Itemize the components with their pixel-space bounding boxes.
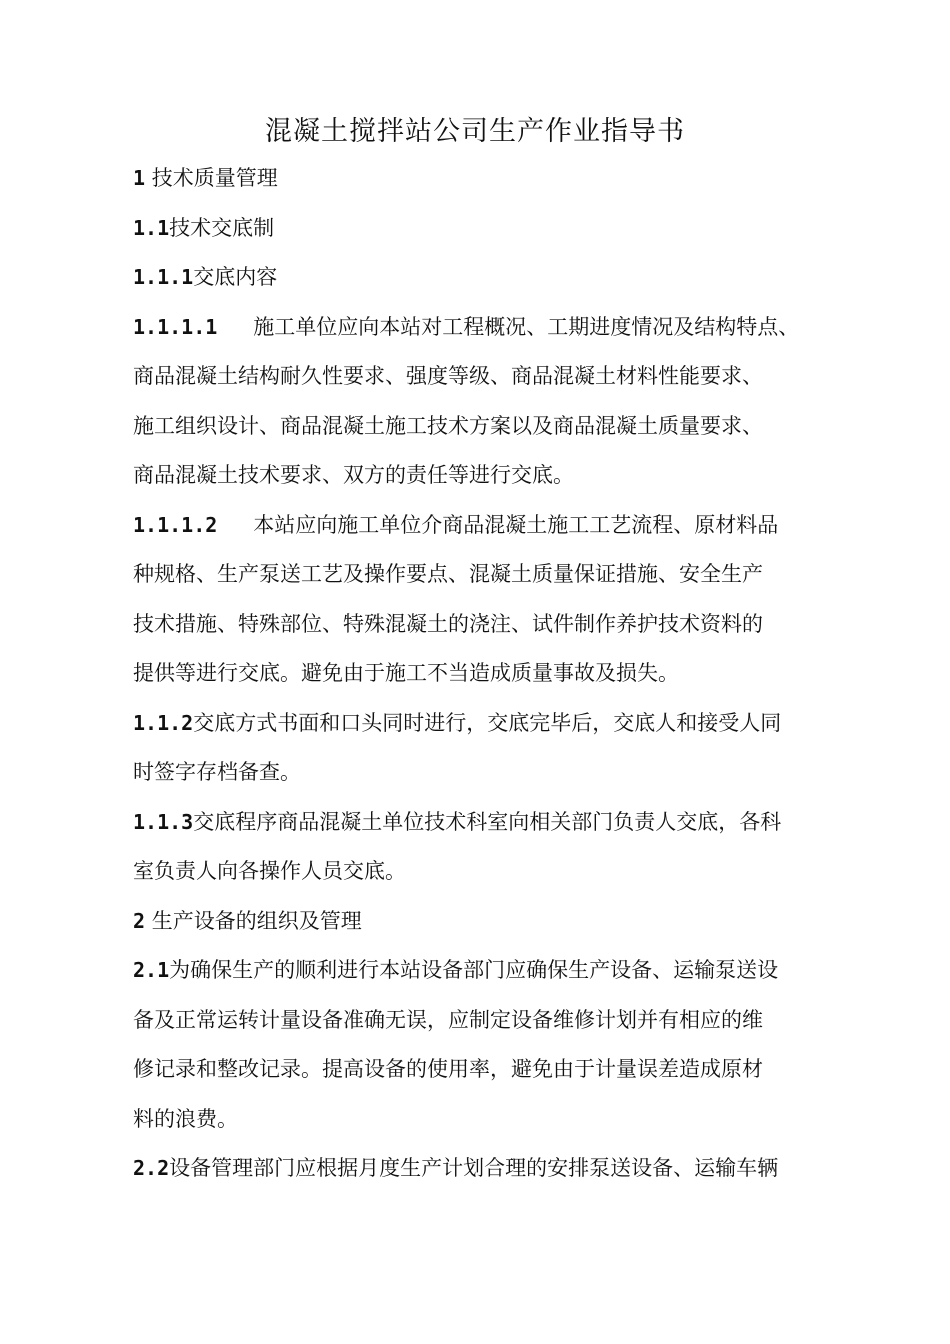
line-text: 施工组织设计、商品混凝土施工技术方案以及商品混凝土质量要求、 bbox=[133, 413, 763, 438]
line-text: 生产设备的组织及管理 bbox=[145, 908, 362, 933]
line-text: 种规格、生产泵送工艺及操作要点、混凝土质量保证措施、安全生产 bbox=[133, 562, 763, 586]
section-number: 1.1 bbox=[133, 215, 170, 240]
line-text: 修记录和整改记录。提高设备的使用率，避免由于计量误差造成原材 bbox=[133, 1057, 763, 1081]
section-number: 1.1.1 bbox=[133, 265, 194, 289]
document-line bbox=[133, 798, 833, 848]
document-line bbox=[133, 402, 833, 452]
document-line bbox=[133, 946, 833, 996]
document-line bbox=[133, 204, 833, 254]
line-text: 时签字存档备查。 bbox=[133, 760, 301, 784]
document-line bbox=[133, 600, 833, 650]
section-number: 1.1.2 bbox=[133, 710, 194, 735]
section-number: 1.1.1.2 bbox=[133, 512, 218, 537]
document-line bbox=[133, 550, 833, 600]
document-line bbox=[133, 996, 833, 1046]
document-body bbox=[133, 154, 833, 1194]
document-line bbox=[133, 897, 833, 947]
document-line bbox=[133, 451, 833, 501]
section-number: 1 bbox=[133, 166, 146, 190]
line-text: 设备管理部门应根据月度生产计划合理的安排泵送设备、运输车辆 bbox=[169, 1156, 779, 1180]
line-text: 交底内容 bbox=[193, 265, 278, 289]
line-text: 交底程序商品混凝土单位技术科室向相关部门负责人交底，各科 bbox=[193, 809, 782, 834]
section-number: 2.2 bbox=[133, 1156, 170, 1180]
section-number: 2 bbox=[133, 908, 146, 933]
line-text: 提供等进行交底。避免由于施工不当造成质量事故及损失。 bbox=[133, 661, 679, 685]
line-text: 料的浪费。 bbox=[133, 1106, 238, 1131]
line-text: 本站应向施工单位介商品混凝土施工工艺流程、原材料品 bbox=[253, 512, 779, 537]
line-text: 商品混凝土结构耐久性要求、强度等级、商品混凝土材料性能要求、 bbox=[133, 364, 763, 388]
document-line bbox=[133, 748, 833, 798]
document-line bbox=[133, 1144, 833, 1194]
line-text: 施工单位应向本站对工程概况、工期进度情况及结构特点、 bbox=[253, 314, 800, 339]
line-text: 商品混凝土技术要求、双方的责任等进行交底。 bbox=[133, 463, 574, 487]
document-line bbox=[133, 847, 833, 897]
document-line bbox=[133, 253, 833, 303]
document-line bbox=[133, 352, 833, 402]
line-text: 交底方式书面和口头同时进行，交底完毕后，交底人和接受人同 bbox=[193, 710, 782, 735]
document-line bbox=[133, 699, 833, 749]
section-number: 1.1.3 bbox=[133, 809, 194, 834]
line-text: 技术交底制 bbox=[169, 215, 275, 240]
document-line bbox=[133, 501, 833, 551]
document-line bbox=[133, 1045, 833, 1095]
document-line bbox=[133, 303, 833, 353]
document-title: 混凝土搅拌站公司生产作业指导书 bbox=[265, 116, 685, 147]
section-number: 1.1.1.1 bbox=[133, 314, 218, 339]
line-text: 技术措施、特殊部位、特殊混凝土的浇注、试件制作养护技术资料的 bbox=[133, 611, 763, 636]
line-text: 室负责人向各操作人员交底。 bbox=[133, 859, 406, 883]
document-line bbox=[133, 154, 833, 204]
document-line bbox=[133, 1095, 833, 1145]
line-text: 备及正常运转计量设备准确无误，应制定设备维修计划并有相应的维 bbox=[133, 1007, 763, 1032]
line-text: 为确保生产的顺利进行本站设备部门应确保生产设备、运输泵送设 bbox=[169, 958, 779, 982]
document-line bbox=[133, 649, 833, 699]
section-number: 2.1 bbox=[133, 958, 170, 982]
line-text: 技术质量管理 bbox=[145, 166, 278, 190]
